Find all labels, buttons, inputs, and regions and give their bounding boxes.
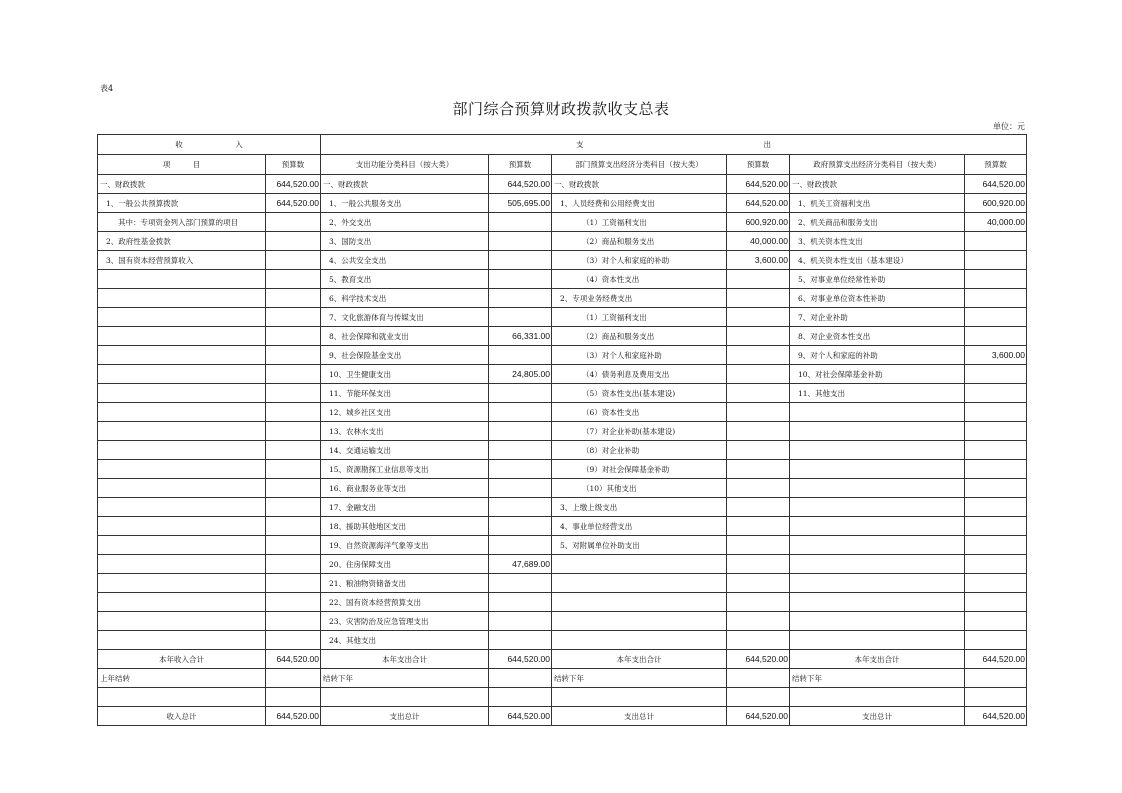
budget-header: 预算数 <box>489 155 552 175</box>
func-class-budget <box>489 631 552 650</box>
blank-cell <box>965 688 1027 707</box>
income-budget <box>266 555 321 574</box>
table-row <box>98 422 1027 441</box>
func-class-item: 8、社会保障和就业支出 <box>321 327 489 346</box>
expense-total-value: 644,520.00 <box>489 650 552 669</box>
gov-econ-budget <box>965 327 1027 346</box>
dept-econ-budget <box>727 536 790 555</box>
func-class-item: 3、国防支出 <box>321 232 489 251</box>
func-class-item: 16、商业服务业等支出 <box>321 479 489 498</box>
dept-econ-item: （10）其他支出 <box>552 479 727 498</box>
expense-total-value: 644,520.00 <box>965 650 1027 669</box>
dept-econ-budget <box>727 422 790 441</box>
dept-econ-budget: 600,920.00 <box>727 213 790 232</box>
expense-total-label: 本年支出合计 <box>552 650 727 669</box>
dept-econ-budget <box>727 460 790 479</box>
income-budget <box>266 403 321 422</box>
carry-out-label: 结转下年 <box>790 669 965 688</box>
dept-econ-item: （9）对社会保障基金补助 <box>552 460 727 479</box>
carry-out-value <box>965 669 1027 688</box>
income-item: 一、财政拨款 <box>98 175 266 194</box>
income-item: 其中：专项资金列入部门预算的项目 <box>98 213 266 232</box>
func-class-item: 23、灾害防治及应急管理支出 <box>321 612 489 631</box>
gov-econ-item <box>790 612 965 631</box>
dept-econ-item <box>552 555 727 574</box>
income-budget <box>266 422 321 441</box>
gov-econ-budget: 644,520.00 <box>965 175 1027 194</box>
carry-out-label: 结转下年 <box>321 669 489 688</box>
table-row <box>98 460 1027 479</box>
gov-econ-item <box>790 574 965 593</box>
dept-econ-budget <box>727 346 790 365</box>
budget-table <box>97 134 1027 726</box>
gov-econ-budget <box>965 536 1027 555</box>
grand-expense-value: 644,520.00 <box>965 707 1027 726</box>
gov-econ-budget <box>965 441 1027 460</box>
dept-econ-budget <box>727 327 790 346</box>
blank-cell <box>727 688 790 707</box>
func-class-budget <box>489 213 552 232</box>
gov-econ-item <box>790 498 965 517</box>
income-item: 3、国有资本经营预算收入 <box>98 251 266 270</box>
dept-econ-budget <box>727 308 790 327</box>
dept-econ-budget: 3,600.00 <box>727 251 790 270</box>
gov-econ-budget <box>965 384 1027 403</box>
dept-econ-budget: 40,000.00 <box>727 232 790 251</box>
gov-econ-budget: 3,600.00 <box>965 346 1027 365</box>
table-row <box>98 593 1027 612</box>
grand-expense-label: 支出总计 <box>321 707 489 726</box>
func-class-item: 2、外交支出 <box>321 213 489 232</box>
func-class-header: 支出功能分类科目（按大类） <box>321 155 489 175</box>
dept-econ-item: 3、上缴上级支出 <box>552 498 727 517</box>
gov-econ-item: 1、机关工资福利支出 <box>790 194 965 213</box>
income-budget <box>266 384 321 403</box>
func-class-budget: 24,805.00 <box>489 365 552 384</box>
func-class-budget <box>489 270 552 289</box>
func-class-item: 19、自然资源海洋气象等支出 <box>321 536 489 555</box>
table-row <box>98 403 1027 422</box>
income-total-label: 本年收入合计 <box>98 650 266 669</box>
grand-expense-value: 644,520.00 <box>489 707 552 726</box>
expense-total-label: 本年支出合计 <box>790 650 965 669</box>
gov-econ-budget <box>965 422 1027 441</box>
dept-econ-item: （2）商品和服务支出 <box>552 232 727 251</box>
dept-econ-budget <box>727 403 790 422</box>
income-budget <box>266 213 321 232</box>
table-row <box>98 346 1027 365</box>
gov-econ-budget <box>965 289 1027 308</box>
income-budget <box>266 308 321 327</box>
dept-econ-budget <box>727 365 790 384</box>
expense-header: 支 出 <box>321 135 1027 155</box>
gov-econ-item: 2、机关商品和服务支出 <box>790 213 965 232</box>
income-item <box>98 517 266 536</box>
income-budget <box>266 631 321 650</box>
table-row <box>98 194 1027 213</box>
income-budget <box>266 327 321 346</box>
gov-econ-budget <box>965 593 1027 612</box>
func-class-item: 21、粮油物资储备支出 <box>321 574 489 593</box>
func-class-budget: 644,520.00 <box>489 175 552 194</box>
func-class-item: 1、一般公共服务支出 <box>321 194 489 213</box>
income-budget <box>266 346 321 365</box>
table-row <box>98 517 1027 536</box>
unit-label: 单位：元 <box>993 122 1025 131</box>
income-item <box>98 593 266 612</box>
gov-econ-item: 9、对个人和家庭的补助 <box>790 346 965 365</box>
income-header: 收 入 <box>98 135 321 155</box>
dept-econ-budget <box>727 498 790 517</box>
func-class-budget <box>489 422 552 441</box>
income-item <box>98 365 266 384</box>
gov-econ-budget <box>965 574 1027 593</box>
income-item: 2、政府性基金拨款 <box>98 232 266 251</box>
func-class-budget <box>489 441 552 460</box>
table-row <box>98 612 1027 631</box>
gov-econ-item <box>790 555 965 574</box>
gov-econ-budget <box>965 517 1027 536</box>
dept-econ-budget <box>727 631 790 650</box>
func-class-item: 7、文化旅游体育与传媒支出 <box>321 308 489 327</box>
income-item <box>98 346 266 365</box>
gov-econ-item: 11、其他支出 <box>790 384 965 403</box>
table-row <box>98 536 1027 555</box>
income-item <box>98 498 266 517</box>
dept-econ-item: （3）对个人和家庭补助 <box>552 346 727 365</box>
page-title: 部门综合预算财政拨款收支总表 <box>452 100 670 118</box>
gov-econ-budget <box>965 555 1027 574</box>
item-header: 项 目 <box>98 155 266 175</box>
income-item <box>98 631 266 650</box>
blank-cell <box>266 688 321 707</box>
table-row <box>98 631 1027 650</box>
blank-cell <box>98 688 266 707</box>
func-class-item: 9、社会保险基金支出 <box>321 346 489 365</box>
carry-in-value <box>266 669 321 688</box>
dept-econ-item: （3）对个人和家庭的补助 <box>552 251 727 270</box>
carry-out-value <box>489 669 552 688</box>
income-budget <box>266 460 321 479</box>
dept-econ-header: 部门预算支出经济分类科目（按大类） <box>552 155 727 175</box>
dept-econ-budget <box>727 555 790 574</box>
dept-econ-item: （4）资本性支出 <box>552 270 727 289</box>
gov-econ-budget <box>965 631 1027 650</box>
table-row <box>98 175 1027 194</box>
gov-econ-budget <box>965 232 1027 251</box>
func-class-budget: 66,331.00 <box>489 327 552 346</box>
func-class-budget <box>489 346 552 365</box>
gov-econ-item <box>790 422 965 441</box>
table-row <box>98 308 1027 327</box>
carry-in-label: 上年结转 <box>98 669 266 688</box>
income-budget <box>266 536 321 555</box>
income-item <box>98 536 266 555</box>
dept-econ-budget <box>727 289 790 308</box>
func-class-budget <box>489 479 552 498</box>
gov-econ-budget <box>965 308 1027 327</box>
income-total-value: 644,520.00 <box>266 650 321 669</box>
func-class-item: 4、公共安全支出 <box>321 251 489 270</box>
gov-econ-budget <box>965 460 1027 479</box>
blank-cell <box>790 688 965 707</box>
dept-econ-item: （5）资本性支出(基本建设) <box>552 384 727 403</box>
table-row <box>98 384 1027 403</box>
gov-econ-item <box>790 517 965 536</box>
func-class-budget <box>489 574 552 593</box>
gov-econ-item: 3、机关资本性支出 <box>790 232 965 251</box>
dept-econ-budget <box>727 593 790 612</box>
dept-econ-item: （2）商品和服务支出 <box>552 327 727 346</box>
income-budget <box>266 517 321 536</box>
gov-econ-item <box>790 441 965 460</box>
grand-expense-label: 支出总计 <box>552 707 727 726</box>
income-budget <box>266 289 321 308</box>
income-budget <box>266 574 321 593</box>
income-budget <box>266 232 321 251</box>
func-class-item: 20、住房保障支出 <box>321 555 489 574</box>
gov-econ-item <box>790 460 965 479</box>
gov-econ-budget <box>965 365 1027 384</box>
func-class-item: 5、教育支出 <box>321 270 489 289</box>
income-budget <box>266 365 321 384</box>
dept-econ-item: （1）工资福利支出 <box>552 308 727 327</box>
income-item <box>98 422 266 441</box>
income-item <box>98 289 266 308</box>
income-item <box>98 403 266 422</box>
income-budget <box>266 479 321 498</box>
dept-econ-item <box>552 593 727 612</box>
gov-econ-budget: 40,000.00 <box>965 213 1027 232</box>
table-row <box>98 555 1027 574</box>
blank-cell <box>552 688 727 707</box>
func-class-item: 12、城乡社区支出 <box>321 403 489 422</box>
gov-econ-item: 4、机关资本性支出（基本建设） <box>790 251 965 270</box>
func-class-item: 6、科学技术支出 <box>321 289 489 308</box>
func-class-budget <box>489 517 552 536</box>
table-row <box>98 574 1027 593</box>
income-item <box>98 308 266 327</box>
func-class-item: 11、节能环保支出 <box>321 384 489 403</box>
gov-econ-budget <box>965 479 1027 498</box>
expense-total-label: 本年支出合计 <box>321 650 489 669</box>
func-class-budget <box>489 403 552 422</box>
dept-econ-budget <box>727 479 790 498</box>
dept-econ-item: 1、人员经费和公用经费支出 <box>552 194 727 213</box>
carry-out-label: 结转下年 <box>552 669 727 688</box>
grand-expense-label: 支出总计 <box>790 707 965 726</box>
dept-econ-budget <box>727 441 790 460</box>
income-item <box>98 555 266 574</box>
income-item <box>98 574 266 593</box>
income-budget <box>266 251 321 270</box>
grand-expense-value: 644,520.00 <box>727 707 790 726</box>
dept-econ-item: 5、对附属单位补助支出 <box>552 536 727 555</box>
dept-econ-item: （6）资本性支出 <box>552 403 727 422</box>
table-number: 表4 <box>100 84 114 93</box>
gov-econ-item: 10、对社会保障基金补助 <box>790 365 965 384</box>
table-row <box>98 498 1027 517</box>
dept-econ-budget <box>727 384 790 403</box>
dept-econ-item: 2、专项业务经费支出 <box>552 289 727 308</box>
func-class-budget <box>489 251 552 270</box>
budget-header: 预算数 <box>727 155 790 175</box>
carry-out-value <box>727 669 790 688</box>
func-class-item: 18、援助其他地区支出 <box>321 517 489 536</box>
dept-econ-budget <box>727 574 790 593</box>
gov-econ-budget <box>965 612 1027 631</box>
dept-econ-budget <box>727 517 790 536</box>
gov-econ-budget <box>965 270 1027 289</box>
income-item <box>98 384 266 403</box>
income-item <box>98 612 266 631</box>
func-class-item: 24、其他支出 <box>321 631 489 650</box>
gov-econ-item: 一、财政拨款 <box>790 175 965 194</box>
gov-econ-budget: 600,920.00 <box>965 194 1027 213</box>
table-row <box>98 251 1027 270</box>
dept-econ-item <box>552 612 727 631</box>
income-budget <box>266 498 321 517</box>
func-class-budget: 47,689.00 <box>489 555 552 574</box>
income-item <box>98 460 266 479</box>
income-budget: 644,520.00 <box>266 175 321 194</box>
func-class-budget <box>489 498 552 517</box>
blank-cell <box>321 688 489 707</box>
func-class-budget <box>489 612 552 631</box>
func-class-item: 10、卫生健康支出 <box>321 365 489 384</box>
income-item <box>98 479 266 498</box>
func-class-budget <box>489 232 552 251</box>
gov-econ-item: 8、对企业资本性支出 <box>790 327 965 346</box>
dept-econ-budget <box>727 612 790 631</box>
budget-header: 预算数 <box>266 155 321 175</box>
income-item <box>98 327 266 346</box>
income-budget <box>266 441 321 460</box>
income-item <box>98 441 266 460</box>
func-class-item: 13、农林水支出 <box>321 422 489 441</box>
table-row <box>98 327 1027 346</box>
income-budget <box>266 270 321 289</box>
grand-income-value: 644,520.00 <box>266 707 321 726</box>
gov-econ-budget <box>965 498 1027 517</box>
dept-econ-item: （8）对企业补助 <box>552 441 727 460</box>
gov-econ-item: 7、对企业补助 <box>790 308 965 327</box>
table-row <box>98 365 1027 384</box>
gov-econ-header: 政府预算支出经济分类科目（按大类） <box>790 155 965 175</box>
dept-econ-item: （7）对企业补助(基本建设) <box>552 422 727 441</box>
gov-econ-budget <box>965 403 1027 422</box>
income-item: 1、一般公共预算拨款 <box>98 194 266 213</box>
dept-econ-item: 一、财政拨款 <box>552 175 727 194</box>
income-budget: 644,520.00 <box>266 194 321 213</box>
dept-econ-item <box>552 631 727 650</box>
dept-econ-item: （1）工资福利支出 <box>552 213 727 232</box>
gov-econ-item <box>790 631 965 650</box>
func-class-item: 17、金融支出 <box>321 498 489 517</box>
table-row <box>98 479 1027 498</box>
income-budget <box>266 612 321 631</box>
table-row <box>98 213 1027 232</box>
func-class-item: 22、国有资本经营预算支出 <box>321 593 489 612</box>
table-row <box>98 441 1027 460</box>
func-class-budget <box>489 384 552 403</box>
dept-econ-item: （4）债务利息及费用支出 <box>552 365 727 384</box>
func-class-item: 15、资源勘探工业信息等支出 <box>321 460 489 479</box>
dept-econ-budget <box>727 270 790 289</box>
dept-econ-item <box>552 574 727 593</box>
gov-econ-budget <box>965 251 1027 270</box>
gov-econ-item <box>790 536 965 555</box>
gov-econ-item <box>790 403 965 422</box>
func-class-budget <box>489 289 552 308</box>
gov-econ-item: 5、对事业单位经常性补助 <box>790 270 965 289</box>
table-row <box>98 270 1027 289</box>
gov-econ-item: 6、对事业单位资本性补助 <box>790 289 965 308</box>
func-class-item: 一、财政拨款 <box>321 175 489 194</box>
dept-econ-budget: 644,520.00 <box>727 175 790 194</box>
dept-econ-item: 4、事业单位经营支出 <box>552 517 727 536</box>
func-class-item: 14、交通运输支出 <box>321 441 489 460</box>
budget-header: 预算数 <box>965 155 1027 175</box>
expense-total-value: 644,520.00 <box>727 650 790 669</box>
income-item <box>98 270 266 289</box>
blank-cell <box>489 688 552 707</box>
func-class-budget <box>489 460 552 479</box>
func-class-budget <box>489 536 552 555</box>
func-class-budget: 505,695.00 <box>489 194 552 213</box>
func-class-budget <box>489 308 552 327</box>
grand-income-label: 收入总计 <box>98 707 266 726</box>
func-class-budget <box>489 593 552 612</box>
table-row <box>98 232 1027 251</box>
income-budget <box>266 593 321 612</box>
table-row <box>98 289 1027 308</box>
gov-econ-item <box>790 593 965 612</box>
gov-econ-item <box>790 479 965 498</box>
dept-econ-budget: 644,520.00 <box>727 194 790 213</box>
